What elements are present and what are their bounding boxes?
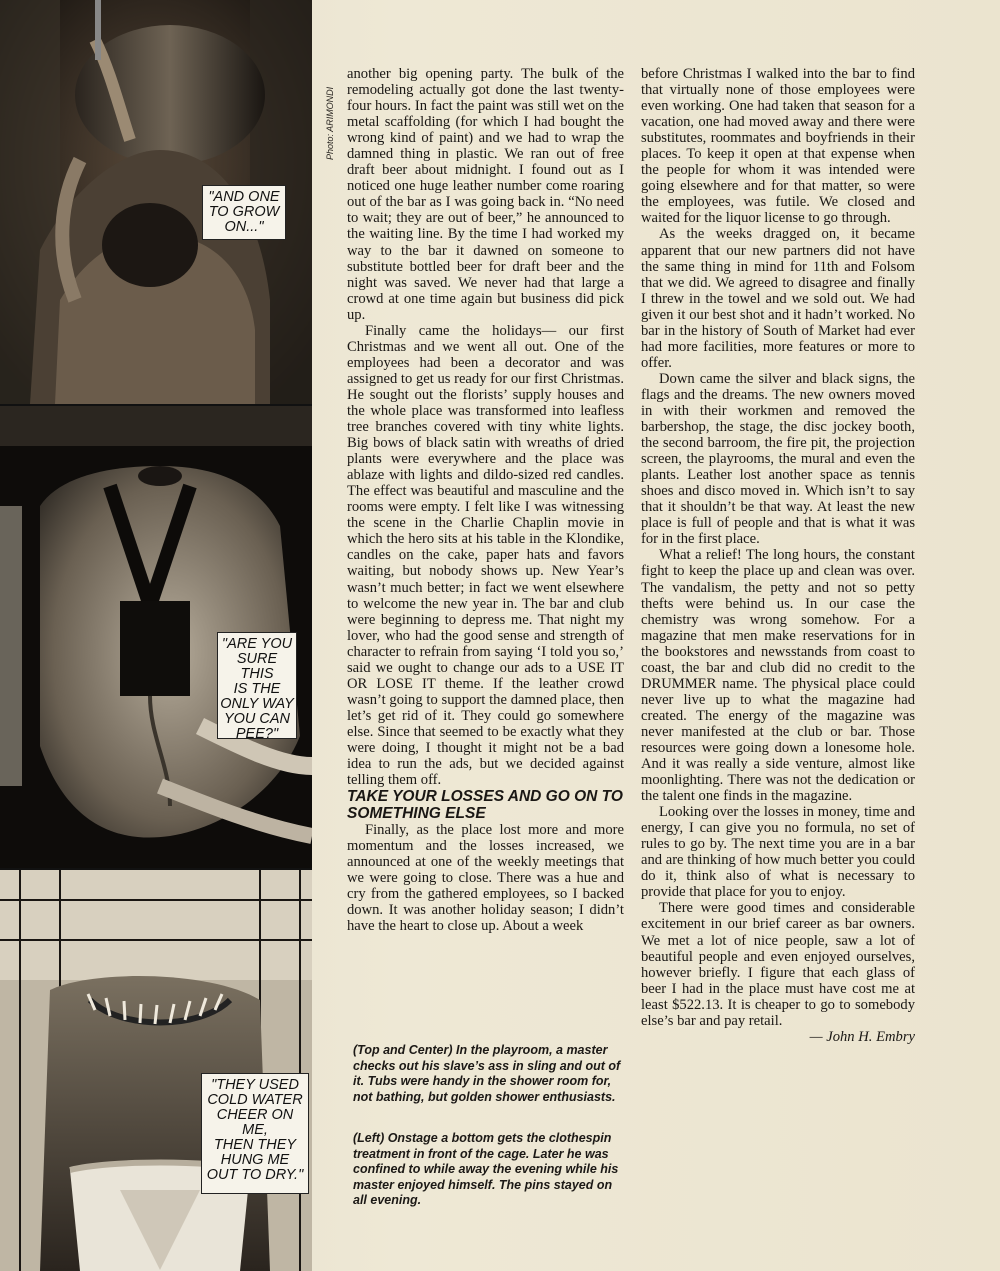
paragraph: Finally came the holidays— our first Christmas and we went all out. One of the employees had been a decorator and was assigned to get us ready for our first Christmas. He sought out the florists’ supply houses and the whole place was transformed into leafless tree branches covered with tiny white lights. Big bows of black satin with wreaths of dried plants were everywhere and the place was ablaze with lights and dildo-sized red candles. The effect was beautiful and masculine and the rooms were empty. I felt like I was witnessing the scene in the Charlie Chaplin movie in which the hero sits at his table in the Klondike, candles on the cake, paper hats and favors waiting, but nobody shows up. New Year’s wasn’t much better; in fact we went elsewhere to welcome the new year in. The bar and club were beginning to depress me. That night my lover, who had the good sense and strength of character to refrain from saying ‘I told you so,’ said we ought to change our ads to a USE IT OR LOSE IT theme. If the leather crowd wasn’t going to support the damned place, then let’s get rid of it. They could go somewhere else. Since that seemed to be exactly what they were doing, I thought it might not be a bad idea to run the ads, but we decided against telling them off. [347,322,624,789]
paragraph: What a relief! The long hours, the constant fight to keep the place up and clean was over. The vandalism, the petty and not so petty thefts were behind us. In our case the chemistry was wrong somehow. For a magazine that men make reservations for in the bookstores and newsstands from coast to coast, the bar and club did no credit to the DRUMMER name. The physical place could never live up to what the magazine had created. The energy of the magazine was never manifested at the club or bar. Those resources were going down a lonesome hole. And it was really a side venture, almost like moonlighting. There was not the dedication or the talent one finds in the magazine. [641,547,915,805]
speech-balloon-3: "THEY USED COLD WATER CHEER ON ME, THEN THEY HUNG ME OUT TO DRY." [201,1073,309,1194]
article-column-2 [641,66,915,1045]
paragraph: another big opening party. The bulk of the remodeling actually got done the last twenty-four hours. In fact the paint was still wet on the metal scaffolding (for which I had bought the wrong kind of paint) and we had to wrap the damned thing in plastic. We ran out of free draft beer about midnight. I found out as I noticed one huge leather number come roaring out of the bar as I was going back in. “No need to wait; they are out of beer,” he announced to the waiting line. By the time I had worked my way to the bar it dawned on someone to substitute bottled beer for draft beer and the night was saved. We never had that large a crowd at one time again but business did pick up. [347,66,624,323]
photo-credit: Photo: ARIMONDI [325,86,335,160]
article-column-1 [347,66,624,934]
paragraph: Finally, as the place lost more and more momentum and the losses increased, we announced at one of the weekly meetings that we were going to close. There was a hue and cry from the gathered employees, so I backed down. It was another holiday season; I didn’t have the heart to close up. About a week [347,822,624,935]
author-signature: — John H. Embry [809,1028,915,1045]
caption-left: (Left) Onstage a bottom gets the clothespin treatment in front of the cage. Later he was confined to while away the evening while his master enjoyed himself. The pins stayed on all evening. [353,1131,619,1208]
speech-balloon-2: "ARE YOU SURE THIS IS THE ONLY WAY YOU CAN PEE?" [217,632,297,739]
paragraph: As the weeks dragged on, it became apparent that our new partners did not have the same thing in mind for 11th and Folsom that we did. We agreed to disagree and finally I threw in the towel and we sold out. We had given it our best shot and it hadn’t worked. No bar in the history of South of Market had ever had more facilities, more features or more to offer. [641,226,915,371]
photo-strip [0,0,312,1271]
paragraph: Down came the silver and black signs, the flags and the dreams. The new owners moved in with their workmen and removed the barbershop, the stage, the disc jockey booth, the second barroom, the fire pit, the projection screen, the playrooms, the mural and even the plants. Leather lost another space as tennis shoes and disco moved in. Which isn’t to say that it shouldn’t be that way. At least the new place is full of people and that is what it was for in the first place. [641,370,915,548]
paragraph: There were good times and considerable excitement in our brief career as bar owners. We met a lot of nice people, saw a lot of beautiful people and even enjoyed ourselves, however briefly. I figure that each glass of beer I had in the place must have cost me at least $522.13. It is cheaper to go to somebody else’s bar and pay retail. [641,900,915,1029]
caption-top-center: (Top and Center) In the playroom, a master checks out his slave’s ass in sling and out of it. Tubs were handy in the shower room for, not bathing, but golden shower enthusiasts. [353,1043,621,1104]
photo-bottom-clothespin [0,870,312,1271]
speech-balloon-1: "AND ONE TO GROW ON..." [202,185,286,240]
paragraph: before Christmas I walked into the bar to find that virtually none of those employees were even working. One had taken that season for a vacation, one had moved away and there were substitutes, roommates and boyfriends in their places. To keep it open at that expense when the people for whom it was intended were going elsewhere and for that matter, so were the employees, was futile. We closed and waited for the liquor license to go through. [641,66,915,227]
paragraph: Looking over the losses in money, time and energy, I can give you no formula, no set of rules to go by. The next time you are in a bar and are thinking of how much better you could do it, think also of what is necessary to provide that place for you to enjoy. [641,804,915,901]
section-heading: TAKE YOUR LOSSES AND GO ON TO SOMETHING ELSE [347,788,623,823]
